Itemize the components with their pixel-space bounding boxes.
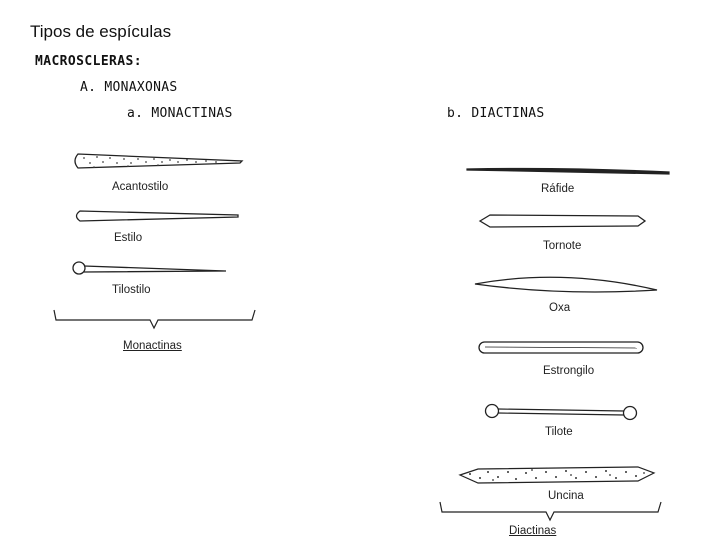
- estilo-spicule: [70, 206, 250, 226]
- monactinas-group-label: Monactinas: [123, 340, 182, 352]
- estrongilo-spicule: [477, 337, 647, 359]
- monactinas-heading: a. MONACTINAS: [127, 106, 233, 121]
- monactinas-brace: [52, 306, 258, 332]
- monaxonas-heading: A. MONAXONAS: [80, 80, 178, 95]
- label-uncina: Uncina: [548, 490, 584, 502]
- label-estilo: Estilo: [114, 232, 143, 244]
- diactinas-group-label: Diactinas: [509, 525, 557, 537]
- label-estrongilo: Estrongilo: [543, 365, 595, 377]
- label-tornote: Tornote: [543, 240, 582, 252]
- tilote-spicule: [482, 400, 644, 426]
- uncina-spicule: [458, 463, 658, 489]
- page-title: Tipos de espículas: [30, 22, 172, 41]
- tilostilo-spicule: [68, 258, 238, 280]
- label-tilostilo: Tilostilo: [112, 284, 151, 296]
- tornote-spicule: [478, 211, 650, 231]
- macroscleras-heading: MACROSCLERAS:: [35, 54, 142, 69]
- rafide-spicule: [465, 164, 675, 178]
- diactinas-heading: b. DIACTINAS: [447, 106, 545, 121]
- label-acantostilo: Acantostilo: [112, 181, 169, 193]
- acantostilo-spicule: [70, 148, 250, 176]
- label-oxa: Oxa: [549, 302, 571, 314]
- oxa-spicule: [473, 270, 661, 296]
- label-rafide: Ráfide: [541, 183, 575, 195]
- label-tilote: Tilote: [545, 426, 573, 438]
- diactinas-brace: [438, 500, 664, 524]
